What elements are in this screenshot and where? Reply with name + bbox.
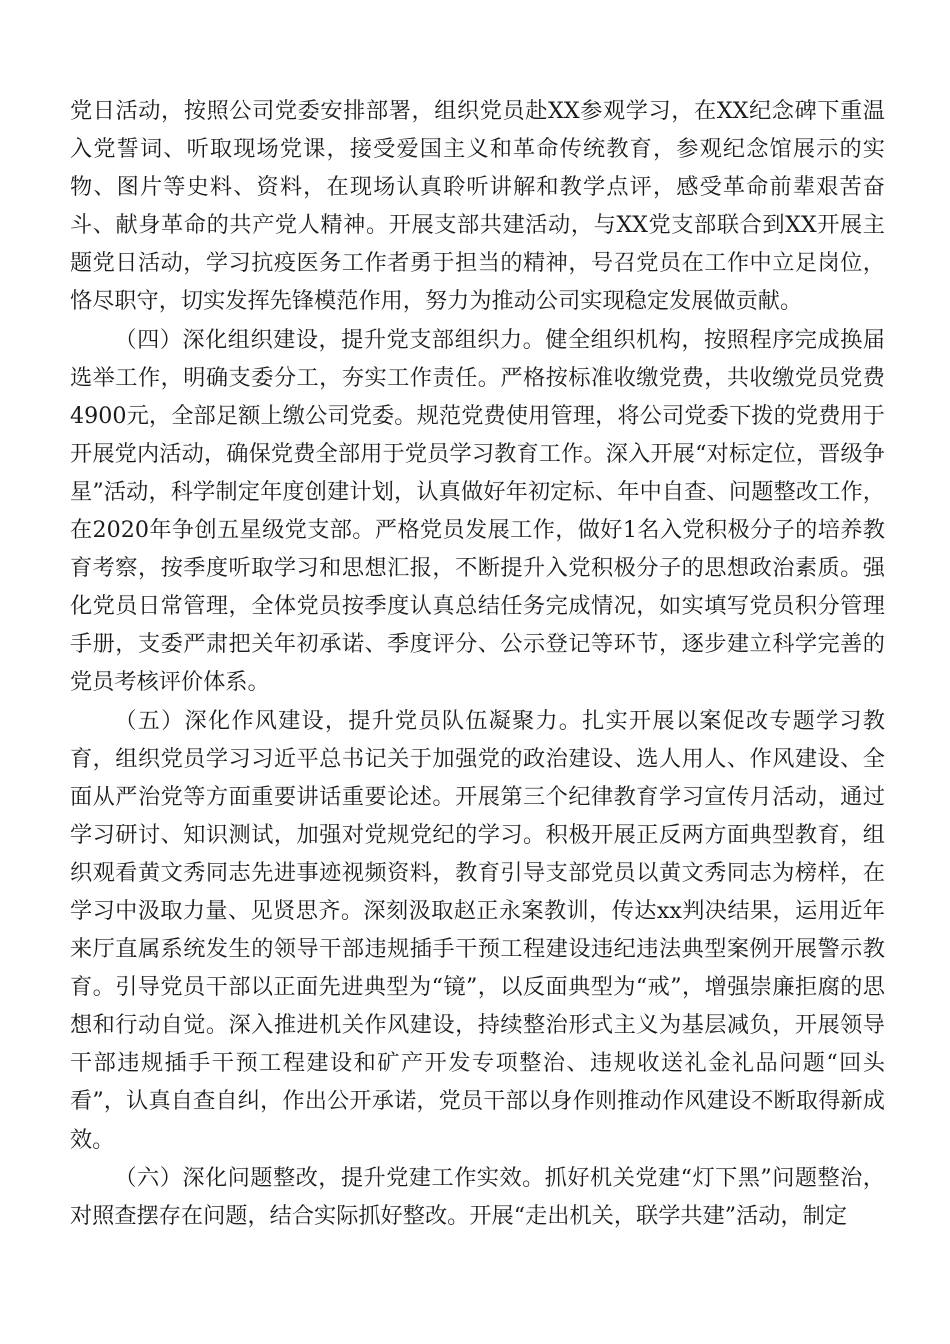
document-body xyxy=(70,92,885,1235)
paragraph-section-6: （六）深化问题整改，提升党建工作实效。抓好机关党建“灯下黑”问题整治，对照查摆存在问题，结合实际抓好整改。开展“走出机关，联学共建”活动，制定 xyxy=(70,1164,885,1229)
paragraph-continuation: 党日活动，按照公司党委安排部署，组织党员赴XX参观学习，在XX纪念碑下重温入党誓词、听取现场党课，接受爱国主义和革命传统教育，参观纪念馆展示的实物、图片等史料、资料，在现场认真聆听讲解和教学点评，感受革命前辈艰苦奋斗、献身革命的共产党人精神。开展支部共建活动，与XX党支部联合到XX开展主题党日活动，学习抗疫医务工作者勇于担当的精神，号召党员在工作中立足岗位，恪尽职守，切实发挥先锋模范作用，努力为推动公司实现稳定发展做贡献。 xyxy=(70,98,885,315)
paragraph-section-5: （五）深化作风建设，提升党员队伍凝聚力。扎实开展以案促改专题学习教育，组织党员学习习近平总书记关于加强党的政治建设、选人用人、作风建设、全面从严治党等方面重要讲话重要论述。开展第三个纪律教育学习宣传月活动，通过学习研讨、知识测试，加强对党规党纪的学习。积极开展正反两方面典型教育，组织观看黄文秀同志先进事迹视频资料，教育引导支部党员以黄文秀同志为榜样，在学习中汲取力量、见贤思齐。深刻汲取赵正永案教训，传达xx判决结果，运用近年来厅直属系统发生的领导干部违规插手干预工程建设违纪违法典型案例开展警示教育。引导党员干部以正面先进典型为“镜”，以反面典型为“戒”，增强崇廉拒腐的思想和行动自觉。深入推进机关作风建设，持续整治形式主义为基层减负，开展领导干部违规插手干预工程建设和矿产开发专项整治、违规收送礼金礼品问题“回头看”，认真自查自纠，作出公开承诺，党员干部以身作则推动作风建设不断取得新成效。 xyxy=(70,707,885,1153)
paragraph-section-4: （四）深化组织建设，提升党支部组织力。健全组织机构，按照程序完成换届选举工作，明确支委分工，夯实工作责任。严格按标准收缴党费，共收缴党员党费4900元，全部足额上缴公司党委。规范党费使用管理，将公司党委下拨的党费用于开展党内活动，确保党费全部用于党员学习教育工作。深入开展“对标定位，晋级争星”活动，科学制定年度创建计划，认真做好年初定标、年中自查、问题整改工作，在2020年争创五星级党支部。严格党员发展工作，做好1名入党积极分子的培养教育考察，按季度听取学习和思想汇报，不断提升入党积极分子的思想政治素质。强化党员日常管理，全体党员按季度认真总结任务完成情况，如实填写党员积分管理手册，支委严肃把关年初承诺、季度评分、公示登记等环节，逐步建立科学完善的党员考核评价体系。 xyxy=(70,326,885,696)
